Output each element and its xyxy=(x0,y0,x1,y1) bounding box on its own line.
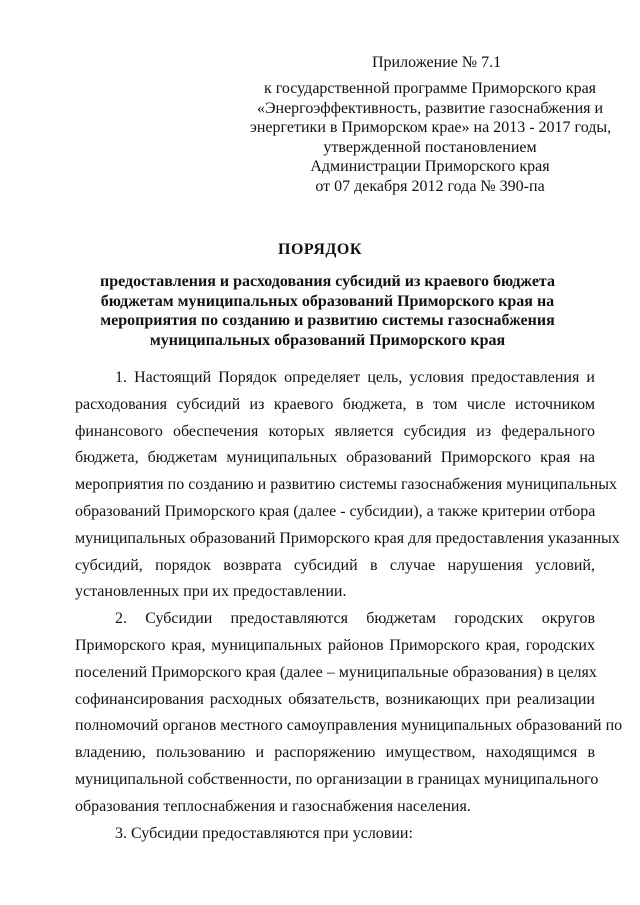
appendix-reference-line: утвержденной постановлением xyxy=(323,138,537,156)
appendix-reference-line: энергетики в Приморском крае» на 2013 - 2017 годы, xyxy=(250,119,612,136)
appendix-title: Приложение № 7.1 xyxy=(372,54,502,71)
subtitle-line: мероприятия по созданию и развитию системы газоснабжения xyxy=(100,312,555,329)
paragraph-1-line: установленных при их предоставлении. xyxy=(75,583,347,601)
paragraph-1-line: расходования субсидий из краевого бюджета, в том числе источником xyxy=(75,395,595,413)
paragraph-1-line: муниципальных образований Приморского края для предоставления указанных xyxy=(75,529,620,547)
subtitle-line: муниципальных образований Приморского края xyxy=(149,331,506,349)
paragraph-2-line: Приморского края, муниципальных районов Приморского края, городских xyxy=(75,636,595,654)
appendix-reference-line: «Энергоэффективность, развитие газоснабжения и xyxy=(256,99,604,117)
document-title: ПОРЯДОК xyxy=(278,241,362,258)
paragraph-1-line: финансового обеспечения которых является субсидия из федерального xyxy=(75,422,595,440)
subtitle-line: бюджетам муниципальных образований Приморского края на xyxy=(100,292,555,310)
paragraph-2-line: софинансирования расходных обязательств, возникающих при реализации xyxy=(75,690,595,708)
document-subtitle xyxy=(90,272,565,350)
appendix-reference-line: к государственной программе Приморского края xyxy=(263,80,597,97)
paragraph-1-line: бюджета, бюджетам муниципальных образований Приморского края на xyxy=(75,449,595,467)
paragraph-2-line: 2. Субсидии предоставляются бюджетам городских округов xyxy=(115,610,595,628)
paragraph-1-line: 1. Настоящий Порядок определяет цель, условия предоставления и xyxy=(115,369,595,386)
paragraph-2-line: владению, пользованию и распоряжению имуществом, находящимся в xyxy=(75,744,595,762)
paragraph-1-line: мероприятия по созданию и развитию системы газоснабжения муниципальных xyxy=(75,476,617,494)
subtitle-line: предоставления и расходования субсидий из краевого бюджета xyxy=(100,273,555,290)
appendix-reference-block xyxy=(250,79,610,196)
paragraph-2-line: образования теплоснабжения и газоснабжения населения. xyxy=(75,797,471,815)
appendix-reference-line: от 07 декабря 2012 года № 390-па xyxy=(315,177,545,195)
paragraph-2-line: поселений Приморского края (далее – муниципальные образования) в целях xyxy=(75,663,597,681)
paragraph-1-line: субсидий, порядок возврата субсидий в случае нарушения условий, xyxy=(75,556,595,574)
document-body xyxy=(75,365,623,847)
paragraph-3-line: 3. Субсидии предоставляются при условии: xyxy=(115,824,413,842)
paragraph-2-line: полномочий органов местного самоуправления муниципальных образований по xyxy=(75,717,623,735)
paragraph-2-line: муниципальной собственности, по организации в границах муниципального xyxy=(75,770,599,788)
paragraph-1-line: образований Приморского края (далее - субсидии), а также критерии отбора xyxy=(75,502,596,520)
appendix-reference-line: Администрации Приморского края xyxy=(310,158,550,175)
